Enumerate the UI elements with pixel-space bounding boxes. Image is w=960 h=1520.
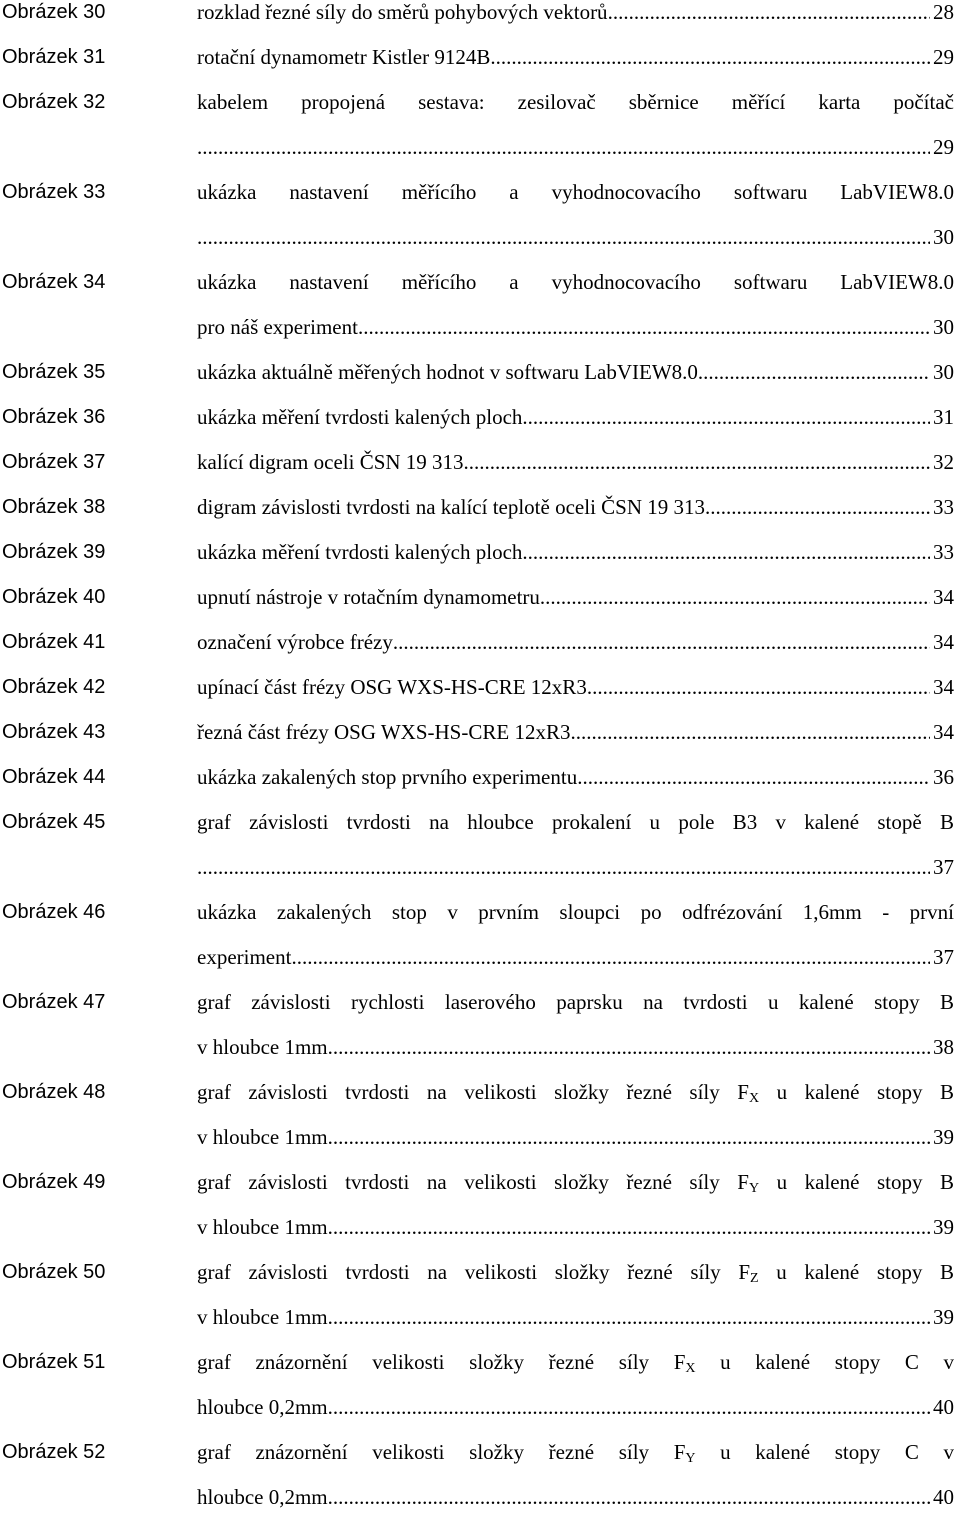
figure-title: digram závislosti tvrdosti na kalící teplotě oceli ČSN 19 313 xyxy=(197,495,705,519)
toc-line xyxy=(197,1475,954,1520)
figure-title: graf závislosti tvrdosti na hloubce prokalení u pole B3 v kalené stopě B xyxy=(197,810,954,834)
toc-line xyxy=(197,485,954,530)
figure-number: Obrázek 46 xyxy=(2,901,106,923)
toc-line xyxy=(197,845,954,890)
figure-title: graf závislosti tvrdosti na velikosti složky řezné síly $F_X$ u kalené stopy B xyxy=(197,1080,954,1106)
page-number: 40 xyxy=(933,1395,954,1419)
dot-leader xyxy=(291,935,930,980)
toc-line xyxy=(197,1025,954,1070)
dot-leader xyxy=(522,395,930,440)
figure-number: Obrázek 30 xyxy=(2,1,106,23)
figure-number: Obrázek 34 xyxy=(2,271,106,293)
figure-title: kalící digram oceli ČSN 19 313 xyxy=(197,450,464,474)
figure-number: Obrázek 52 xyxy=(2,1441,106,1463)
toc-line xyxy=(197,980,954,1025)
dot-leader xyxy=(522,530,930,575)
page-number: 28 xyxy=(933,0,954,24)
figure-number: Obrázek 49 xyxy=(2,1171,106,1193)
figure-title: graf závislosti tvrdosti na velikosti složky řezné síly $F_Y$ u kalené stopy B xyxy=(197,1170,954,1196)
page-number: 37 xyxy=(933,855,954,879)
dot-leader xyxy=(608,0,930,35)
figure-number: Obrázek 45 xyxy=(2,811,106,833)
page-number: 29 xyxy=(933,45,954,69)
toc-line xyxy=(197,440,954,485)
figure-title: řezná část frézy OSG WXS-HS-CRE 12xR3 xyxy=(197,720,571,744)
figure-number: Obrázek 50 xyxy=(2,1261,106,1283)
figure-title: ukázka zakalených stop prvního experimentu xyxy=(197,765,578,789)
page-number: 34 xyxy=(933,585,954,609)
page-number: 30 xyxy=(933,360,954,384)
figure-title: upnutí nástroje v rotačním dynamometru xyxy=(197,585,540,609)
page-number: 34 xyxy=(933,720,954,744)
dot-leader xyxy=(540,575,930,620)
dot-leader xyxy=(328,1205,930,1250)
figure-number: Obrázek 51 xyxy=(2,1351,106,1373)
dot-leader xyxy=(570,710,930,755)
dot-leader xyxy=(328,1025,930,1070)
page-number: 31 xyxy=(933,405,954,429)
toc-line xyxy=(197,1340,954,1385)
figure-title-continued: hloubce 0,2mm xyxy=(197,1485,328,1509)
toc-line xyxy=(197,710,954,755)
figure-number: Obrázek 36 xyxy=(2,406,106,428)
toc-line xyxy=(197,890,954,935)
figure-number: Obrázek 48 xyxy=(2,1081,106,1103)
toc-line xyxy=(197,1115,954,1160)
figure-number: Obrázek 42 xyxy=(2,676,106,698)
toc-line xyxy=(197,1205,954,1250)
figure-number: Obrázek 38 xyxy=(2,496,106,518)
dot-leader xyxy=(577,755,930,800)
page-number: 39 xyxy=(933,1125,954,1149)
figure-title-continued: experiment xyxy=(197,945,292,969)
page-number: 38 xyxy=(933,1035,954,1059)
figure-number: Obrázek 35 xyxy=(2,361,106,383)
figure-number: Obrázek 41 xyxy=(2,631,106,653)
page-number: 39 xyxy=(933,1305,954,1329)
figure-title: graf znázornění velikosti složky řezné síly $F_X$ u kalené stopy C v xyxy=(197,1350,954,1376)
figure-title-continued: hloubce 0,2mm xyxy=(197,1395,328,1419)
page-number: 29 xyxy=(933,135,954,159)
figure-title: rozklad řezné síly do směrů pohybových vektorů xyxy=(197,0,608,24)
toc-line xyxy=(197,350,954,395)
subscript: Y xyxy=(685,1451,696,1466)
toc-line xyxy=(197,80,954,125)
toc-line xyxy=(197,1160,954,1205)
figure-title-continued: v hloubce 1mm xyxy=(197,1125,328,1149)
toc-line xyxy=(197,665,954,710)
dot-leader xyxy=(328,1475,930,1520)
toc-line xyxy=(197,1385,954,1430)
figure-number: Obrázek 43 xyxy=(2,721,106,743)
dot-leader xyxy=(328,1295,930,1340)
figure-title-continued: v hloubce 1mm xyxy=(197,1215,328,1239)
page-number: 32 xyxy=(933,450,954,474)
page-number: 37 xyxy=(933,945,954,969)
toc-line xyxy=(197,215,954,260)
figure-title-continued: pro náš experiment xyxy=(197,315,358,339)
dot-leader xyxy=(705,485,930,530)
figure-number: Obrázek 39 xyxy=(2,541,106,563)
toc-line xyxy=(197,935,954,980)
subscript: X xyxy=(685,1361,696,1376)
dot-leader xyxy=(698,350,930,395)
dot-leader xyxy=(197,845,930,890)
page-number: 30 xyxy=(933,315,954,339)
figure-number: Obrázek 33 xyxy=(2,181,106,203)
figure-title: graf znázornění velikosti složky řezné síly $F_Y$ u kalené stopy C v xyxy=(197,1440,954,1466)
dot-leader xyxy=(490,35,930,80)
dot-leader xyxy=(328,1115,930,1160)
dot-leader xyxy=(587,665,930,710)
figure-title: upínací část frézy OSG WXS-HS-CRE 12xR3 xyxy=(197,675,587,699)
page-number: 40 xyxy=(933,1485,954,1509)
figure-title: ukázka nastavení měřícího a vyhodnocovacího softwaru LabVIEW8.0 xyxy=(197,180,954,204)
dot-leader xyxy=(393,620,930,665)
toc-line xyxy=(197,1070,954,1115)
page-number: 33 xyxy=(933,540,954,564)
toc-line xyxy=(197,35,954,80)
figure-number: Obrázek 47 xyxy=(2,991,106,1013)
toc-line xyxy=(197,305,954,350)
figure-title: graf závislosti tvrdosti na velikosti složky řezné síly $F_Z$ u kalené stopy B xyxy=(197,1260,954,1286)
page-number: 36 xyxy=(933,765,954,789)
figure-title: ukázka aktuálně měřených hodnot v softwaru LabVIEW8.0 xyxy=(197,360,698,384)
toc-line xyxy=(197,1250,954,1295)
subscript: X xyxy=(748,1091,760,1106)
page-number: 39 xyxy=(933,1215,954,1239)
dot-leader xyxy=(358,305,930,350)
figure-title: graf závislosti rychlosti laserového paprsku na tvrdosti u kalené stopy B xyxy=(197,990,954,1014)
figure-title: označení výrobce frézy xyxy=(197,630,393,654)
toc-line xyxy=(197,170,954,215)
figure-title-continued: v hloubce 1mm xyxy=(197,1035,328,1059)
figure-title: ukázka měření tvrdosti kalených ploch xyxy=(197,540,523,564)
toc-line xyxy=(197,530,954,575)
figure-number: Obrázek 44 xyxy=(2,766,106,788)
toc-line xyxy=(197,800,954,845)
page-number: 34 xyxy=(933,675,954,699)
figure-title: kabelem propojená sestava: zesilovač sběrnice měřící karta počítač xyxy=(197,90,954,114)
toc-line xyxy=(197,620,954,665)
figure-number: Obrázek 31 xyxy=(2,46,106,68)
figure-title: ukázka nastavení měřícího a vyhodnocovacího softwaru LabVIEW8.0 xyxy=(197,270,954,294)
dot-leader xyxy=(464,440,930,485)
subscript: Z xyxy=(750,1271,759,1286)
figure-number: Obrázek 37 xyxy=(2,451,106,473)
dot-leader xyxy=(197,125,930,170)
dot-leader xyxy=(197,215,930,260)
subscript: Y xyxy=(748,1181,760,1196)
toc-line xyxy=(197,1430,954,1475)
page-number: 33 xyxy=(933,495,954,519)
figure-title-continued: v hloubce 1mm xyxy=(197,1305,328,1329)
toc-line xyxy=(197,575,954,620)
toc-line xyxy=(197,0,954,35)
toc-line xyxy=(197,1295,954,1340)
figure-number: Obrázek 40 xyxy=(2,586,106,608)
toc-line xyxy=(197,125,954,170)
figure-title: ukázka měření tvrdosti kalených ploch xyxy=(197,405,523,429)
figure-title: rotační dynamometr Kistler 9124B xyxy=(197,45,491,69)
toc-line xyxy=(197,755,954,800)
page-number: 30 xyxy=(933,225,954,249)
figure-title: ukázka zakalených stop v prvním sloupci po odfrézování 1,6mm - první xyxy=(197,900,954,924)
dot-leader xyxy=(328,1385,930,1430)
page-number: 34 xyxy=(933,630,954,654)
figure-number: Obrázek 32 xyxy=(2,91,106,113)
toc-line xyxy=(197,395,954,440)
toc-line xyxy=(197,260,954,305)
